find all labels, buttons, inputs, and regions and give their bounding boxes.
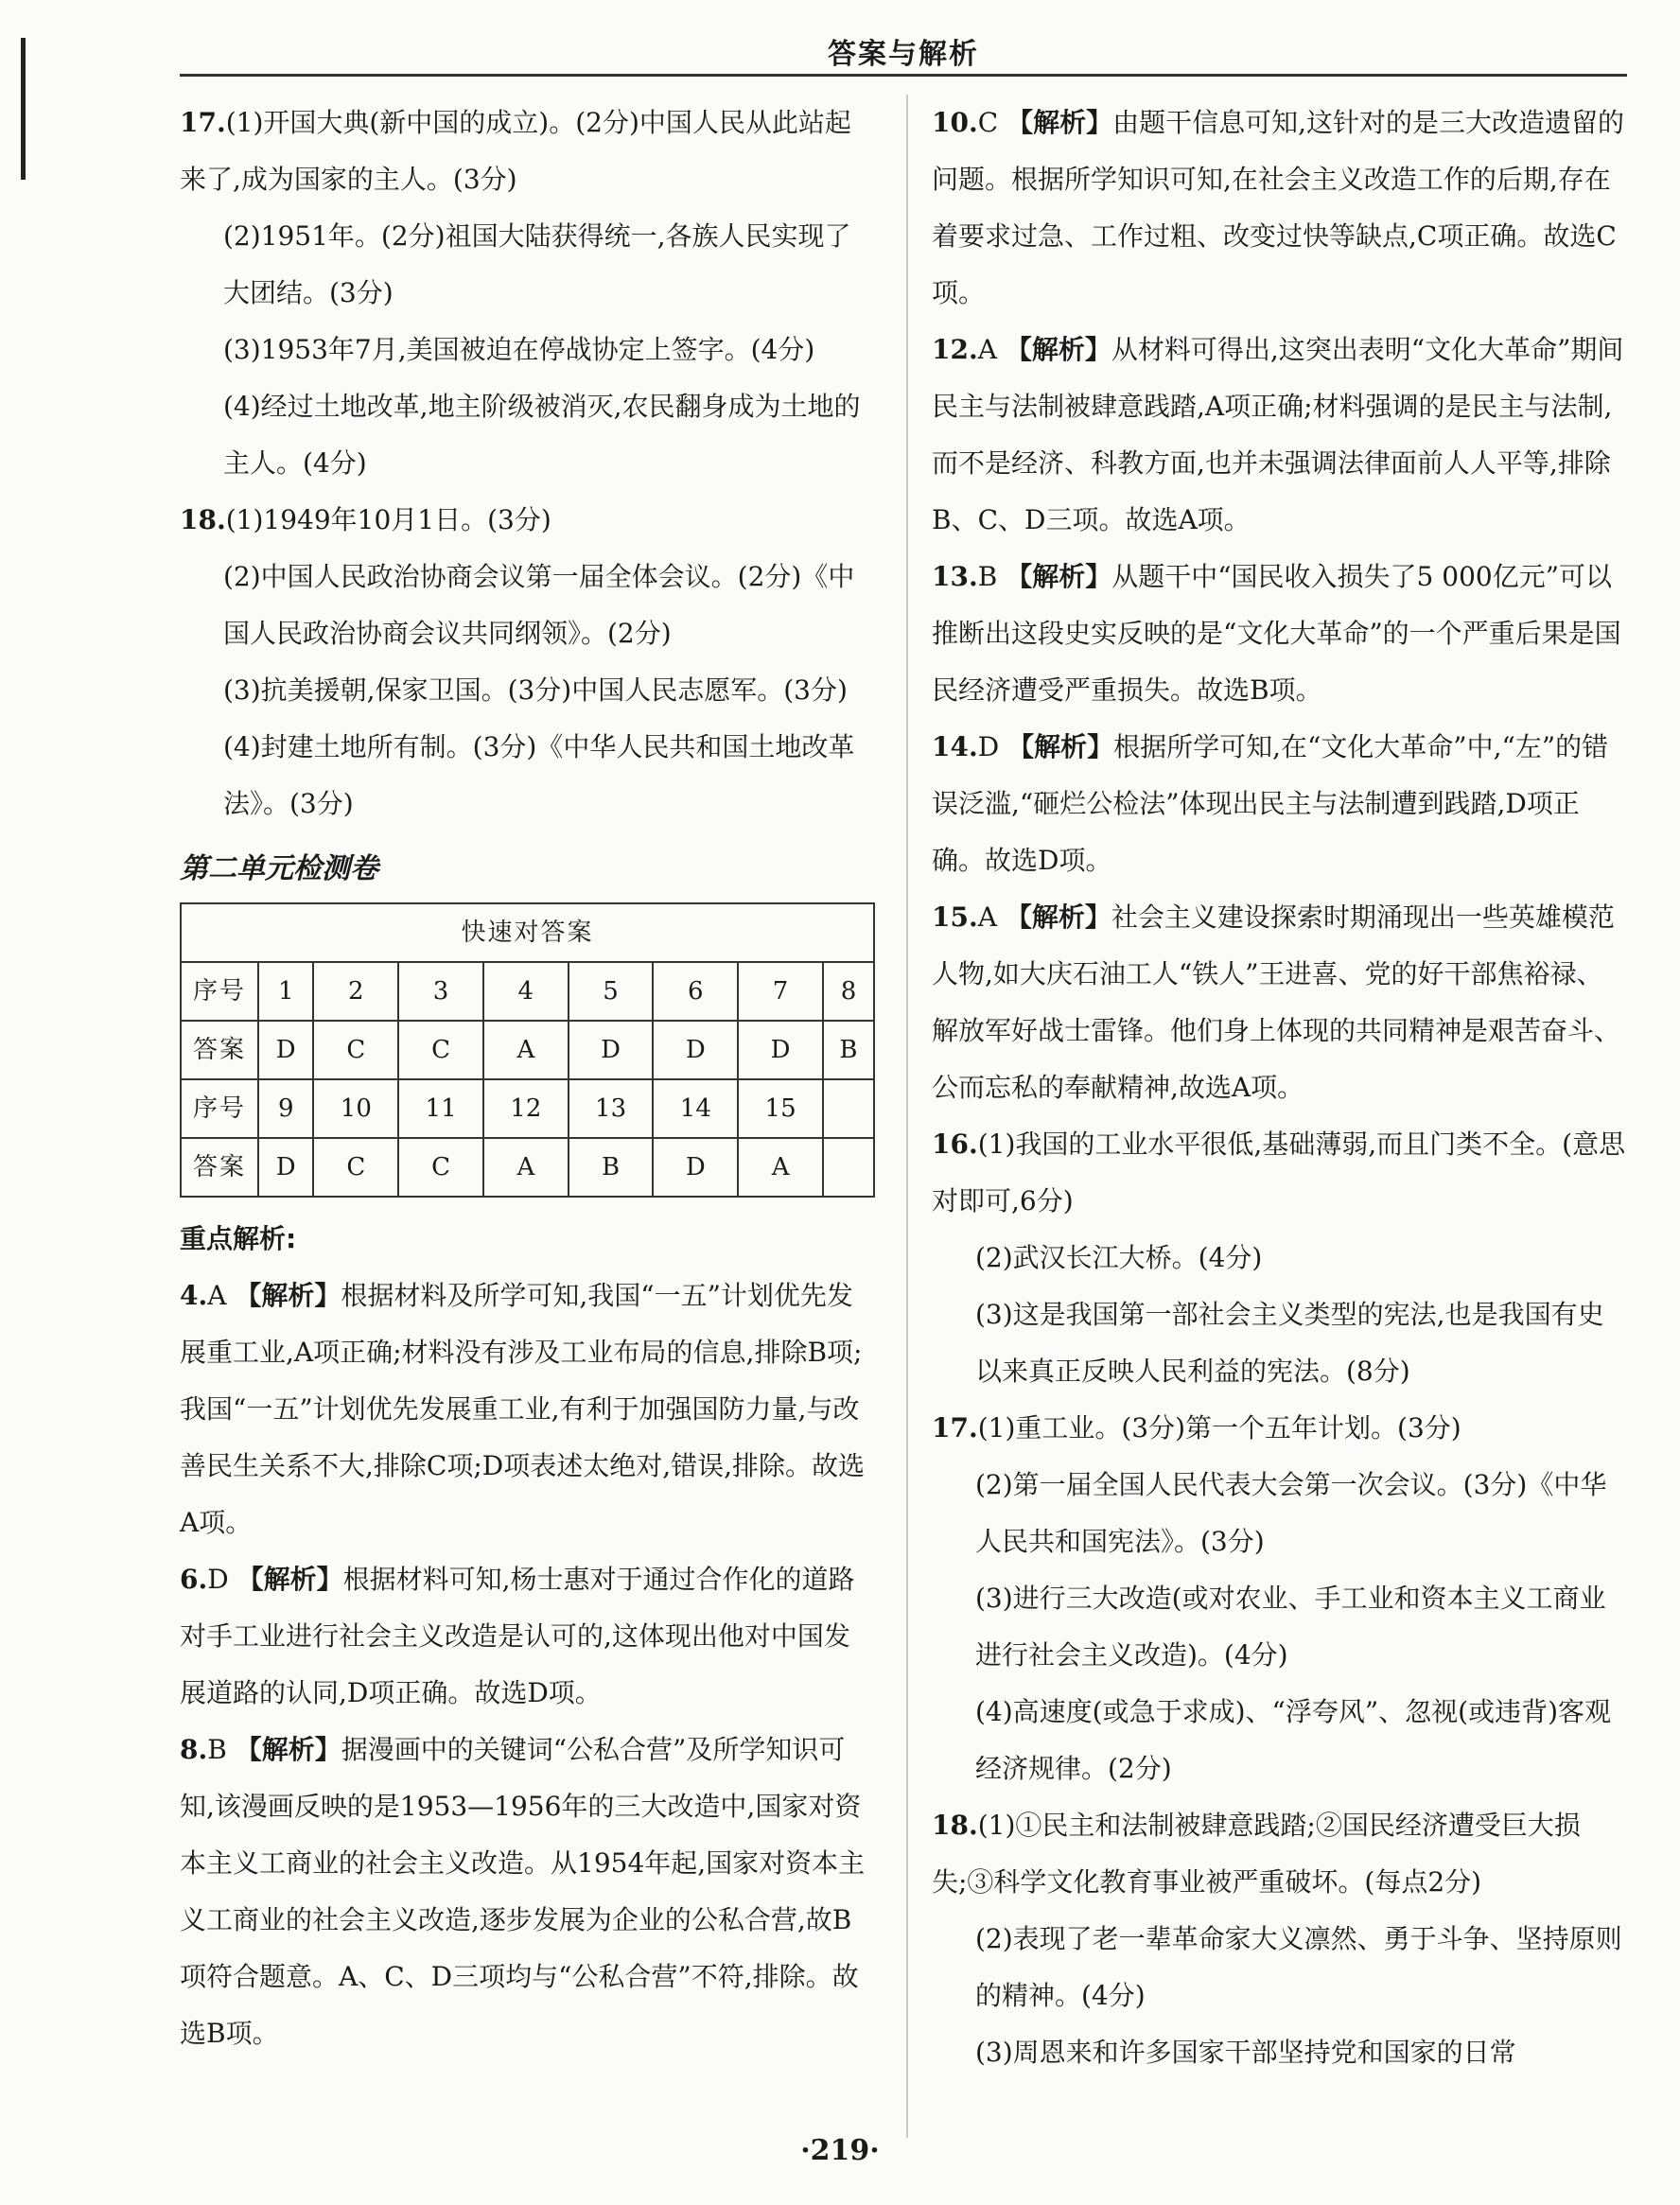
question-number: 4.	[180, 1280, 208, 1311]
answer-part: (3)周恩来和许多国家干部坚持党和国家的日常	[975, 2037, 1516, 2068]
question-number: 15.	[932, 901, 978, 933]
question-number: 17.	[180, 107, 226, 138]
table-cell: 13	[569, 1079, 654, 1138]
table-cell: D	[653, 1138, 738, 1197]
answer-part: (1)①民主和法制被肆意践踏;②国民经济遭受巨大损失;③科学文化教育事业被严重破坏。(每点2分)	[932, 1810, 1581, 1898]
answer-part: (4)经过土地改革,地主阶级被消灭,农民翻身成为土地的主人。(4分)	[223, 391, 861, 479]
answer-letter: A	[977, 334, 997, 365]
table-cell: 9	[258, 1079, 313, 1138]
table-cell: B	[569, 1138, 654, 1197]
question-number: 18.	[932, 1810, 978, 1841]
answer-part: (2)中国人民政治协商会议第一届全体会议。(2分)《中国人民政治协商会议共同纲领》。(2分)	[223, 561, 855, 649]
answer-part: (3)进行三大改造(或对农业、手工业和资本主义工商业进行社会主义改造)。(4分)	[975, 1583, 1606, 1671]
table-cell: D	[569, 1021, 654, 1079]
page-header	[180, 26, 1627, 77]
table-cell: 5	[569, 962, 654, 1021]
quick-answer-table	[180, 902, 875, 1198]
table-row	[181, 1079, 874, 1138]
question-number: 10.	[932, 107, 978, 138]
table-cell: D	[653, 1021, 738, 1079]
analysis-tag: 【解析】	[235, 1734, 341, 1765]
answer-part: (2)第一届全国人民代表大会第一次会议。(3分)《中华人民共和国宪法》。(3分)	[975, 1469, 1607, 1557]
answer-part: (4)高速度(或急于求成)、“浮夸风”、忽视(或违背)客观经济规律。(2分)	[975, 1696, 1611, 1784]
answer-part: (1)我国的工业水平很低,基础薄弱,而且门类不全。(意思对即可,6分)	[932, 1129, 1626, 1216]
answer-part: (3)抗美援朝,保家卫国。(3分)中国人民志愿军。(3分)	[223, 674, 848, 706]
table-cell: 10	[313, 1079, 398, 1138]
question-number: 16.	[932, 1129, 978, 1160]
table-cell: C	[398, 1021, 483, 1079]
table-cell: A	[483, 1138, 569, 1197]
row-label: 答案	[181, 1138, 258, 1197]
question-number: 12.	[932, 334, 978, 365]
answer-part: (2)表现了老一辈革命家大义凛然、勇于斗争、坚持原则的精神。(4分)	[975, 1923, 1622, 2011]
analysis-text: 根据材料及所学可知,我国“一五”计划优先发展重工业,A项正确;材料没有涉及工业布局的信息,排除B项;我国“一五”计划优先发展重工业,有利于加强国防力量,与改善民生关系不大,排除C项;D项表述太绝对,错误,排除。故选A项。	[180, 1280, 866, 1538]
table-cell: B	[823, 1021, 874, 1079]
answer-part: (2)1951年。(2分)祖国大陆获得统一,各族人民实现了大团结。(3分)	[223, 220, 851, 308]
answer-letter: A	[977, 901, 997, 933]
answer-letter: C	[977, 107, 999, 138]
table-cell: C	[398, 1138, 483, 1197]
section-title: 第二单元检测卷	[180, 852, 378, 885]
question-6	[180, 1551, 875, 1722]
answer-letter: D	[207, 1564, 229, 1595]
table-cell: 12	[483, 1079, 569, 1138]
answer-part: (2)武汉长江大桥。(4分)	[975, 1242, 1263, 1273]
table-cell: 2	[313, 962, 398, 1021]
table-cell: 14	[653, 1079, 738, 1138]
analysis-text: 根据材料可知,杨士惠对于通过合作化的道路对手工业进行社会主义改造是认可的,这体现出他对中国发展道路的认同,D项正确。故选D项。	[180, 1564, 855, 1708]
analysis-tag: 【解析】	[236, 1564, 343, 1595]
header-title: 答案与解析	[828, 38, 979, 71]
answer-part: (4)封建土地所有制。(3分)《中华人民共和国土地改革法》。(3分)	[223, 731, 855, 819]
table-cell	[823, 1138, 874, 1197]
question-16	[932, 1116, 1627, 1230]
question-number: 14.	[932, 731, 978, 762]
question-14	[932, 719, 1627, 889]
row-label: 序号	[181, 1079, 258, 1138]
analysis-tag: 【解析】	[1007, 731, 1114, 762]
answer-letter: B	[207, 1734, 227, 1765]
answer-part: (3)这是我国第一部社会主义类型的宪法,也是我国有史以来真正反映人民利益的宪法。(8分)	[975, 1299, 1604, 1387]
question-18-right	[932, 1797, 1627, 1911]
row-label: 答案	[181, 1021, 258, 1079]
analysis-text: 由题干信息可知,这针对的是三大改造遗留的问题。根据所学知识可知,在社会主义改造工作的后期,存在着要求过急、工作过粗、改变过快等缺点,C项正确。故选C项。	[932, 107, 1624, 308]
question-17-right	[932, 1400, 1627, 1457]
page-number: ·219·	[800, 2134, 880, 2167]
table-cell: 1	[258, 962, 313, 1021]
question-10	[932, 95, 1627, 322]
table-cell: A	[738, 1138, 823, 1197]
analysis-tag: 【解析】	[1006, 561, 1112, 592]
table-cell: 4	[483, 962, 569, 1021]
table-row	[181, 1138, 874, 1197]
column-divider	[906, 95, 908, 2138]
question-number: 18.	[180, 504, 226, 535]
table-cell: D	[258, 1138, 313, 1197]
analysis-text: 根据所学可知,在“文化大革命”中,“左”的错误泛滥,“砸烂公检法”体现出民主与法制遭到践踏,D项正确。故选D项。	[932, 731, 1609, 876]
analysis-text: 据漫画中的关键词“公私合营”及所学知识可知,该漫画反映的是1953—1956年的三大改造中,国家对资本主义工商业的社会主义改造。从1954年起,国家对资本主义工商业的社会主义改造,逐步发展为企业的公私合营,故B项符合题意。A、C、D三项均与“公私合营”不符,排除。故选B项。	[180, 1734, 866, 2049]
table-cell: 3	[398, 962, 483, 1021]
analysis-text: 从题干中“国民收入损失了5 000亿元”可以推断出这段史实反映的是“文化大革命”的一个严重后果是国民经济遭受严重损失。故选B项。	[932, 561, 1621, 706]
key-analysis-title: 重点解析:	[180, 1223, 297, 1254]
question-number: 8.	[180, 1734, 208, 1765]
question-8	[180, 1722, 875, 2062]
question-number: 6.	[180, 1564, 208, 1595]
table-row	[181, 1021, 874, 1079]
analysis-tag: 【解析】	[1005, 334, 1111, 365]
answer-part: (1)开国大典(新中国的成立)。(2分)中国人民从此站起来了,成为国家的主人。(3分)	[180, 107, 851, 195]
table-cell: D	[258, 1021, 313, 1079]
analysis-tag: 【解析】	[235, 1280, 341, 1311]
binding-line	[21, 38, 26, 180]
analysis-tag: 【解析】	[1005, 901, 1111, 933]
question-4	[180, 1268, 875, 1551]
right-column	[932, 95, 1627, 2081]
answer-part: (1)1949年10月1日。(3分)	[225, 504, 551, 535]
table-cell: 15	[738, 1079, 823, 1138]
table-cell: D	[738, 1021, 823, 1079]
question-18-left	[180, 492, 875, 549]
answer-letter: D	[977, 731, 1000, 762]
analysis-tag: 【解析】	[1006, 107, 1113, 138]
analysis-text: 社会主义建设探索时期涌现出一些英雄模范人物,如大庆石油工人“铁人”王进喜、党的好干部焦裕禄、解放军好战士雷锋。他们身上体现的共同精神是艰苦奋斗、公而忘私的奉献精神,故选A项。	[932, 901, 1621, 1103]
table-row	[181, 962, 874, 1021]
question-number: 13.	[932, 561, 978, 592]
table-cell: 8	[823, 962, 874, 1021]
question-17-left	[180, 95, 875, 208]
row-label: 序号	[181, 962, 258, 1021]
table-cell: A	[483, 1021, 569, 1079]
table-cell: 11	[398, 1079, 483, 1138]
answer-part: (3)1953年7月,美国被迫在停战协定上签字。(4分)	[223, 334, 815, 365]
answer-letter: A	[207, 1280, 227, 1311]
question-15	[932, 889, 1627, 1116]
answer-part: (1)重工业。(3分)第一个五年计划。(3分)	[977, 1412, 1461, 1444]
table-cell: C	[313, 1138, 398, 1197]
table-cell: 7	[738, 962, 823, 1021]
analysis-text: 从材料可得出,这突出表明“文化大革命”期间民主与法制被肆意践踏,A项正确;材料强调的是民主与法制,而不是经济、科教方面,也并未强调法律面前人人平等,排除B、C、D三项。故选A项。	[932, 334, 1624, 535]
question-number: 17.	[932, 1412, 978, 1444]
question-12	[932, 322, 1627, 549]
answer-letter: B	[977, 561, 998, 592]
table-caption: 快速对答案	[181, 903, 874, 962]
table-cell: C	[313, 1021, 398, 1079]
left-column	[180, 95, 875, 2062]
table-cell: 6	[653, 962, 738, 1021]
table-cell	[823, 1079, 874, 1138]
question-13	[932, 549, 1627, 719]
